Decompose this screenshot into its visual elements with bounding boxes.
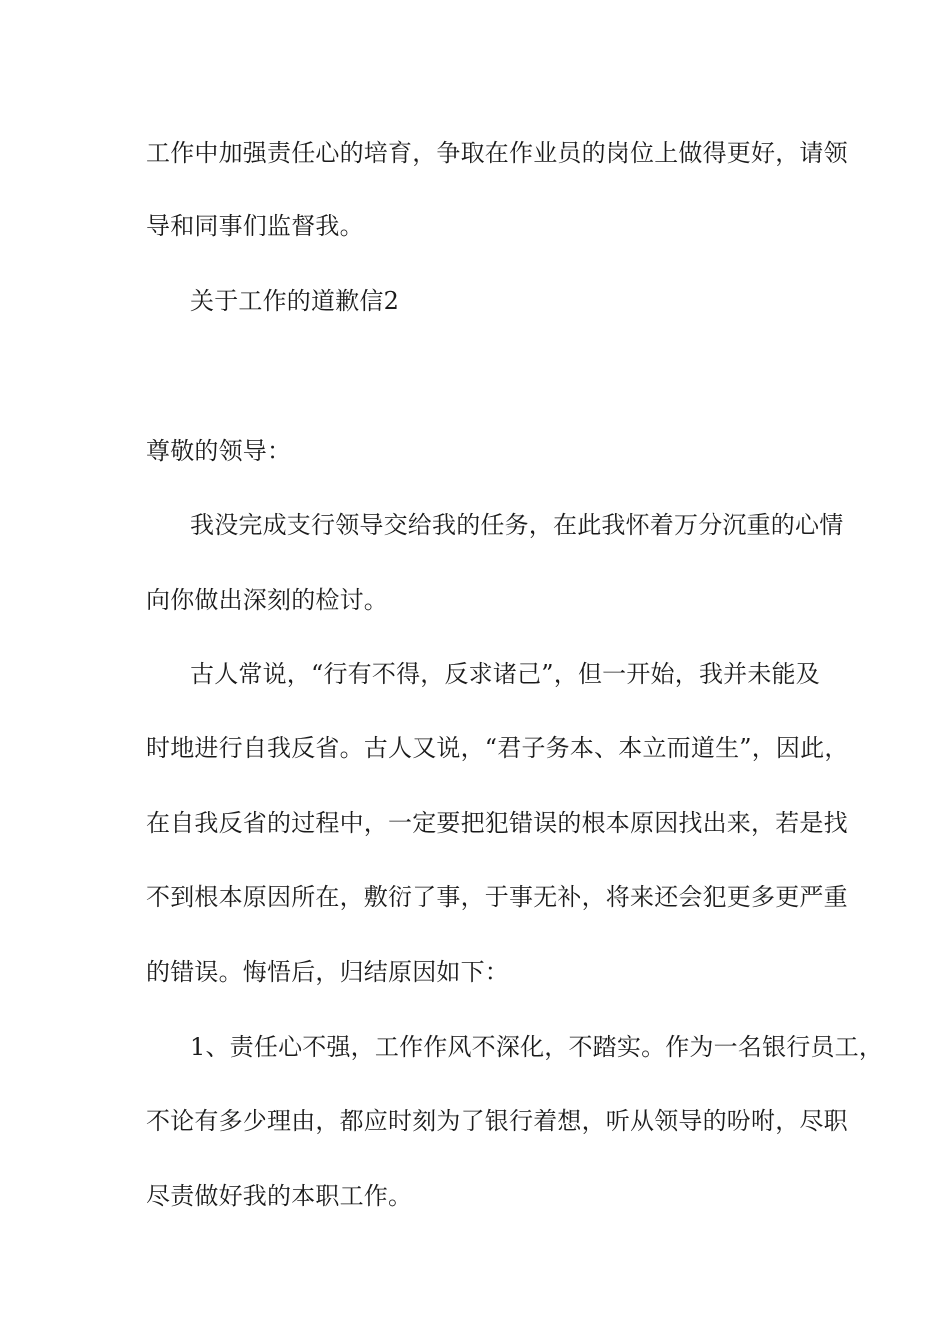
paragraph-line: 的错误。悔悟后，归结原因如下： <box>146 958 509 986</box>
list-item-line: 尽责做好我的本职工作。 <box>146 1182 413 1210</box>
paragraph-line: 时地进行自我反省。古人又说，“君子务本、本立而道生”，因此， <box>146 734 849 762</box>
paragraph-line: 我没完成支行领导交给我的任务，在此我怀着万分沉重的心情 <box>190 511 844 539</box>
list-item-line: 1、责任心不强，工作作风不深化，不踏实。作为一名银行员工， <box>190 1033 884 1061</box>
list-item-line: 不论有多少理由，都应时刻为了银行着想，听从领导的吩咐，尽职 <box>146 1107 848 1135</box>
section-heading: 关于工作的道歉信2 <box>190 287 400 315</box>
paragraph-line: 导和同事们监督我。 <box>146 212 364 240</box>
paragraph-line: 在自我反省的过程中，一定要把犯错误的根本原因找出来，若是找 <box>146 809 848 837</box>
salutation: 尊敬的领导： <box>146 437 292 465</box>
paragraph-line: 不到根本原因所在，敷衍了事，于事无补，将来还会犯更多更严重 <box>146 883 848 911</box>
paragraph-line: 向你做出深刻的检讨。 <box>146 586 388 614</box>
paragraph-line: 工作中加强责任心的培育，争取在作业员的岗位上做得更好，请领 <box>146 139 848 167</box>
paragraph-line: 古人常说，“行有不得，反求诸己”，但一开始，我并未能及 <box>190 660 820 688</box>
